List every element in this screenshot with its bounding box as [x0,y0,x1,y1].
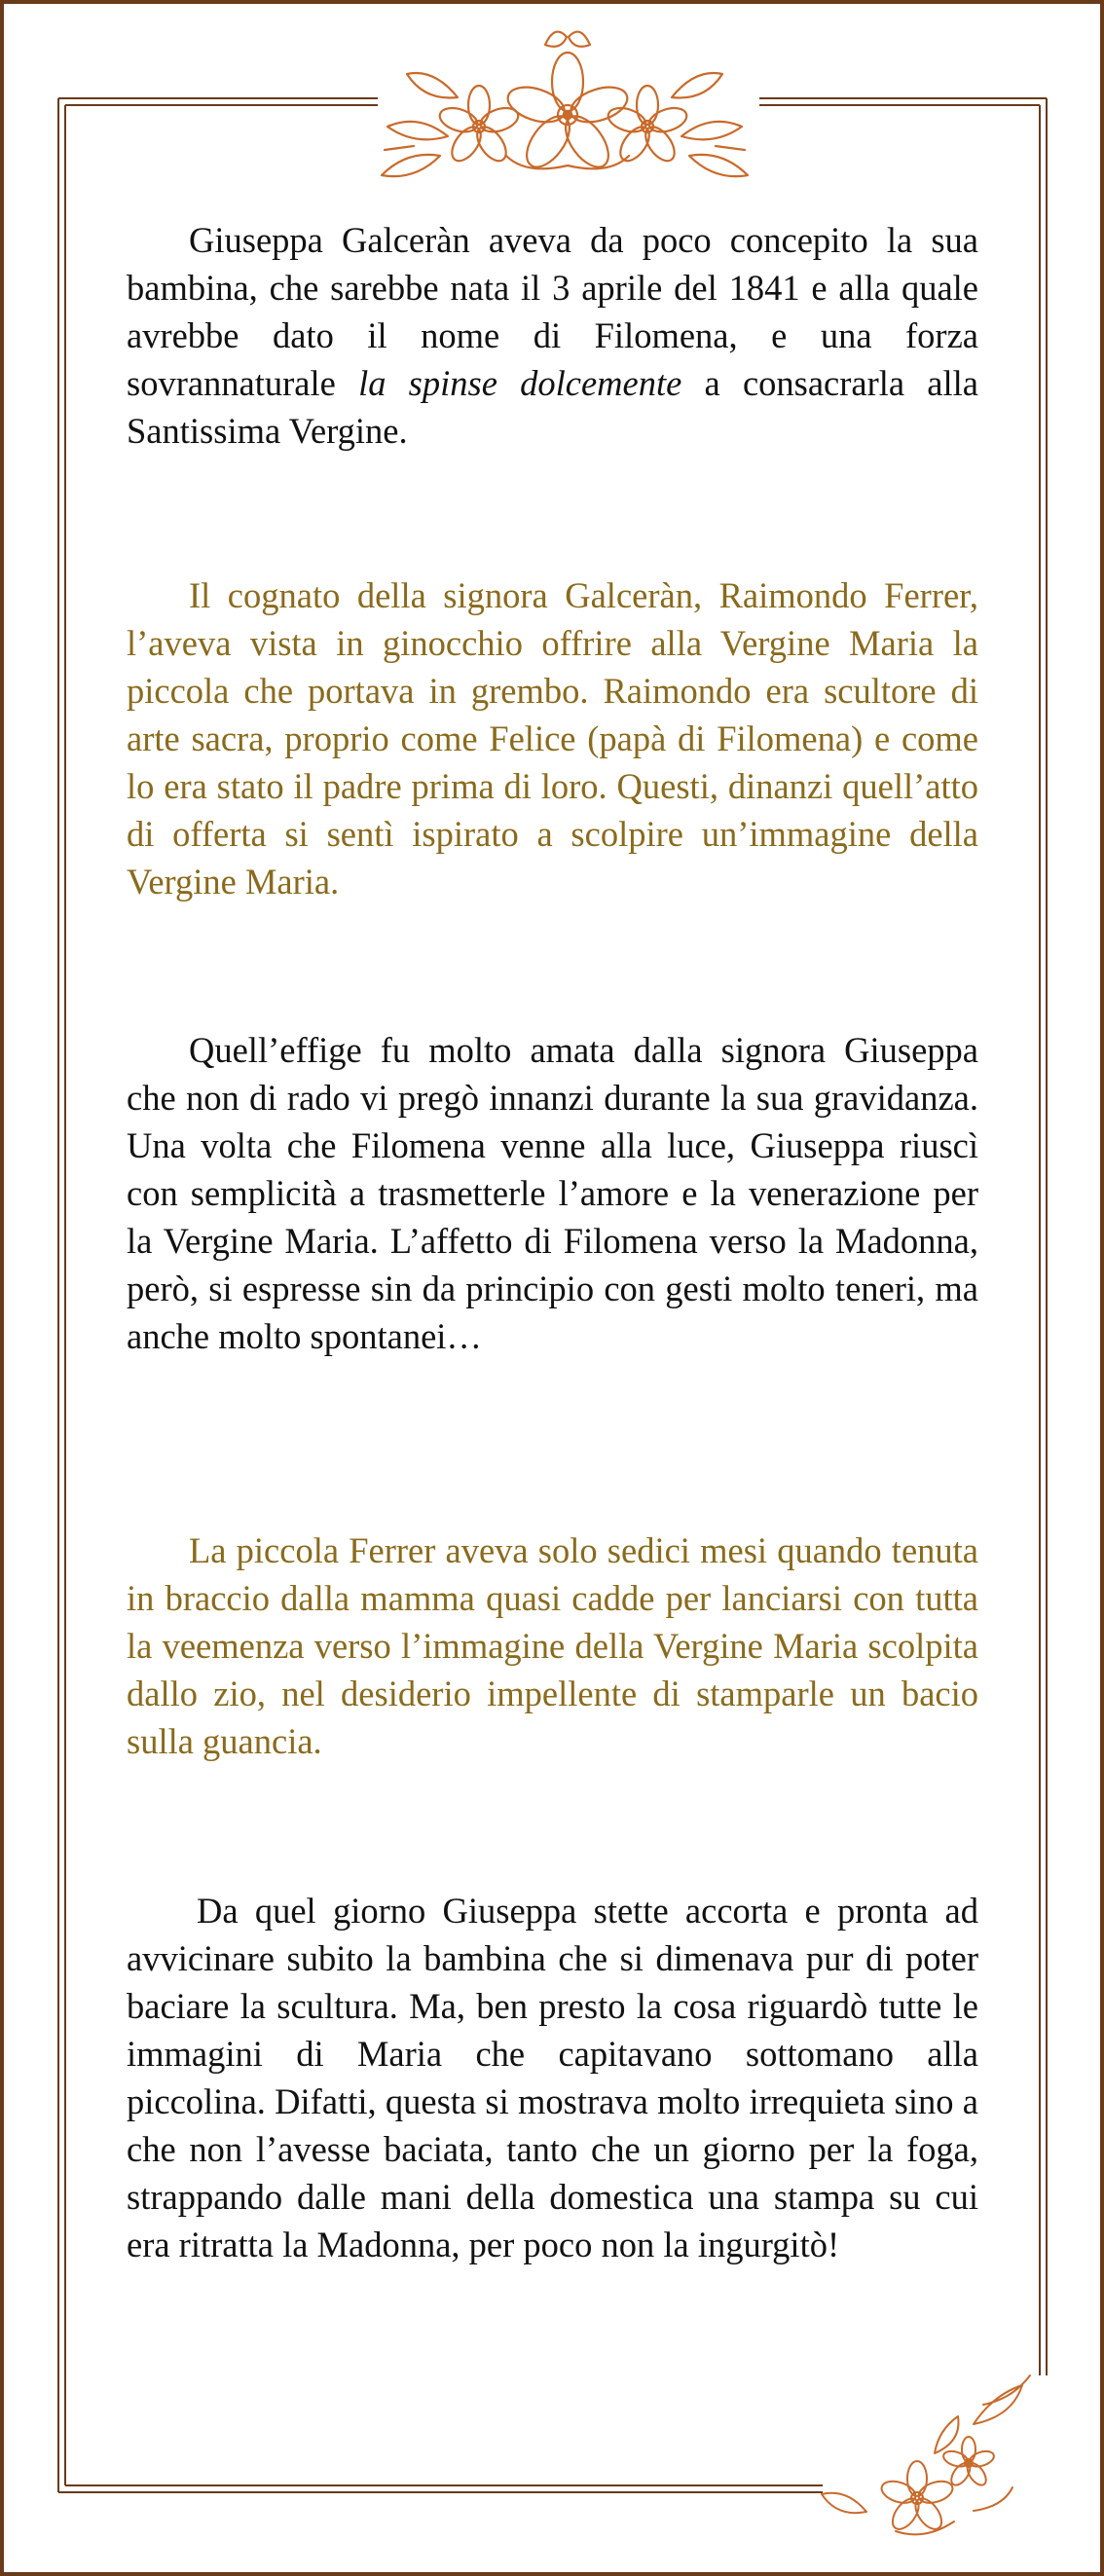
paragraph-1-emphasis: la spinse dolcemente [358,363,682,403]
paragraph-3: Quell’effige fu molto amata dalla signora Giuseppa che non di rado vi pregò innanzi durante la sua gravidanza. Una volta che Filomena venne alla luce, Giuseppa riuscì con semplicità a trasmetterle l’amore e la venerazione per la Vergine Maria. L’affetto di Filomena verso la Madonna, però, si espresse sin da principio con gesti molto teneri, ma anche molto spontanei… [127,1030,978,1356]
paragraph-1-text: Giuseppa Galceràn aveva da poco concepito la sua bambina, che sarebbe nata il 3 aprile del 1841 e alla quale avrebbe dato il nome di Filomena, e una forza sovrannaturale [127,220,978,403]
paragraph-2: Il cognato della signora Galceràn, Raimondo Ferrer, l’aveva vista in ginocchio offrire alla Vergine Maria la piccola che portava in grembo. Raimondo era scultore di arte sacra, proprio come Felice (papà di Filomena) e come lo era stato il padre prima di loro. Questi, dinanzi quell’atto di offerta si sentì ispirato a scolpire un’immagine della Vergine Maria. [127,575,978,902]
paragraph-1 [127,216,978,455]
paragraph-5: Da quel giorno Giuseppa stette accorta e pronta ad avvicinare subito la bambina che si dimenava pur di poter baciare la scultura. Ma, ben presto la cosa riguardò tutte le immagini di Maria che capitavano sottomano alla piccolina. Difatti, questa si mostrava molto irrequieta sino a che non l’avesse baciata, tanto che un giorno per la foga, strappando dalle mani della domestica una stampa su cui era ritratta la Madonna, per poco non la ingurgitò! [127,1891,978,2264]
paragraph-4: La piccola Ferrer aveva solo sedici mesi quando tenuta in braccio dalla mamma quasi cadde per lanciarsi con tutta la veemenza verso l’immagine della Vergine Maria scolpita dallo zio, nel desiderio impellente di stamparle un bacio sulla guancia. [127,1530,978,1761]
floral-ornament-icon [822,2375,1030,2534]
floral-ornament-icon [382,32,748,177]
paragraph-1-text-end: a consacrarla alla Santissima Vergine. [127,363,978,451]
